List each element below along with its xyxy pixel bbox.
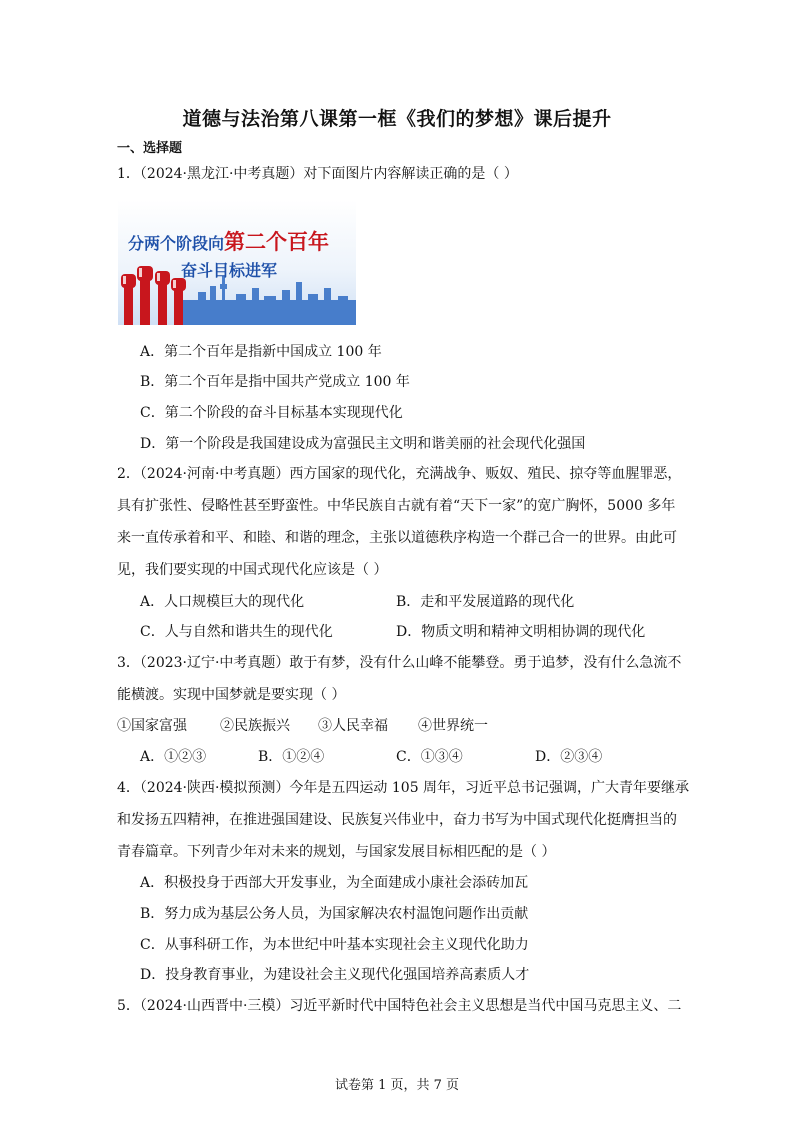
page-title: 道德与法治第八课第一框《我们的梦想》课后提升 <box>182 108 612 130</box>
q1-option-c: C．第二个阶段的奋斗目标基本实现现代化 <box>140 405 403 421</box>
q2-option-b: B．走和平发展道路的现代化 <box>396 594 575 610</box>
q1-option-b: B．第二个百年是指中国共产党成立 100 年 <box>140 374 410 390</box>
q3-item-3: ③人民幸福 <box>318 718 388 734</box>
q3-item-2: ②民族振兴 <box>220 718 290 734</box>
question-1-stem: 1．（2024·黑龙江·中考真题）对下面图片内容解读正确的是（ ） <box>117 166 518 182</box>
question-4-line-2: 和发扬五四精神，在推进强国建设、民族复兴伟业中，奋力书写为中国式现代化挺膺担当的 <box>117 812 677 828</box>
q2-option-a: A．人口规模巨大的现代化 <box>140 594 305 610</box>
q4-option-c: C．从事科研工作，为本世纪中叶基本实现社会主义现代化助力 <box>140 937 529 953</box>
question-3-line-2: 能横渡。实现中国梦就是要实现（ ） <box>117 687 346 703</box>
question-2-line-2: 具有扩张性、侵略性甚至野蛮性。中华民族自古就有着“天下一家”的宽广胸怀，5000 多年 <box>117 498 676 514</box>
question-3-line-1: 3．（2023·辽宁·中考真题）敢于有梦，没有什么山峰不能攀登。勇于追梦，没有什么急流不 <box>117 655 682 671</box>
q3-item-1: ①国家富强 <box>117 718 187 734</box>
q3-option-c: C．①③④ <box>396 749 463 765</box>
question-1-image <box>118 200 356 325</box>
q4-option-d: D．投身教育事业，为建设社会主义现代化强国培养高素质人才 <box>140 967 530 983</box>
question-2-line-1: 2．（2024·河南·中考真题）西方国家的现代化，充满战争、贩奴、殖民、掠夺等血腥罪恶， <box>117 466 682 482</box>
q1-option-d: D．第一个阶段是我国建设成为富强民主文明和谐美丽的社会现代化强国 <box>140 436 586 452</box>
image-caption-line-2: 奋斗目标进军 <box>181 261 278 280</box>
q2-option-d: D．物质文明和精神文明相协调的现代化 <box>396 624 646 640</box>
section-heading: 一、选择题 <box>117 141 183 156</box>
image-caption-line-1: 分两个阶段向第二个百年 <box>128 230 330 254</box>
q3-option-b: B．①②④ <box>258 749 325 765</box>
q3-option-a: A．①②③ <box>140 749 207 765</box>
question-5-line-1: 5．（2024·山西晋中·三模）习近平新时代中国特色社会主义思想是当代中国马克思主义、二 <box>117 998 682 1014</box>
q1-option-a: A．第二个百年是指新中国成立 100 年 <box>140 344 382 360</box>
question-4-line-1: 4．（2024·陕西·模拟预测）今年是五四运动 105 周年，习近平总书记强调，广大青年要继承 <box>117 780 690 796</box>
question-2-line-4: 见，我们要实现的中国式现代化应该是（ ） <box>117 562 388 578</box>
q3-option-d: D．②③④ <box>535 749 603 765</box>
q2-option-c: C．人与自然和谐共生的现代化 <box>140 624 333 640</box>
q4-option-a: A．积极投身于西部大开发事业，为全面建成小康社会添砖加瓦 <box>140 875 529 891</box>
q3-item-4: ④世界统一 <box>418 718 488 734</box>
page-footer: 试卷第 1 页，共 7 页 <box>334 1078 460 1093</box>
question-2-line-3: 来一直传承着和平、和睦、和谐的理念，主张以道德秩序构造一个群己合一的世界。由此可 <box>117 530 677 546</box>
q4-option-b: B．努力成为基层公务人员，为国家解决农村温饱问题作出贡献 <box>140 906 529 922</box>
question-4-line-3: 青春篇章。下列青少年对未来的规划，与国家发展目标相匹配的是（ ） <box>117 844 556 860</box>
